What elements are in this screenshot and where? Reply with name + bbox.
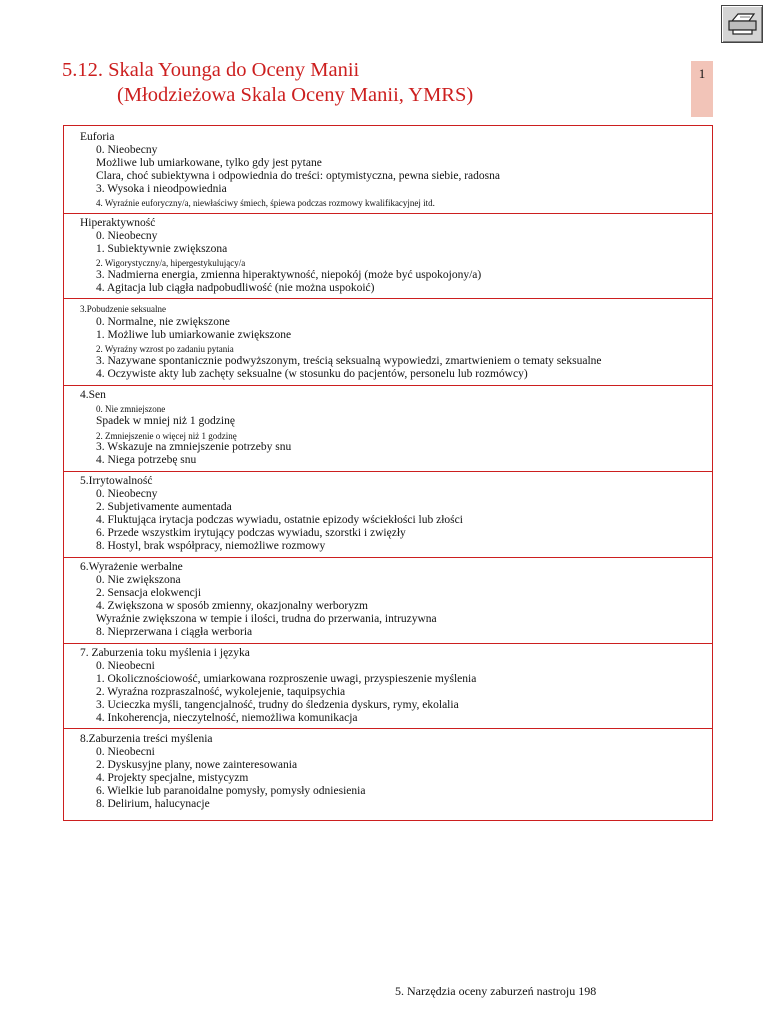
list-item: Spadek w mniej niż 1 godzinę — [96, 415, 235, 427]
list-item: Clara, choć subiektywna i odpowiednia do treści: optymistyczna, pewna siebie, radosna — [96, 170, 500, 182]
list-item: 4. Inkoherencja, nieczytelność, niemożliwa komunikacja — [96, 712, 358, 724]
list-item: 3. Wysoka i nieodpowiednia — [96, 183, 227, 195]
list-item: 1. Okolicznościowość, umiarkowana rozproszenie uwagi, przyspieszenie myślenia — [96, 673, 477, 685]
section-heading: 4.Sen — [80, 389, 106, 401]
scale-table — [63, 125, 713, 821]
section-heading: 6.Wyrażenie werbalne — [80, 561, 183, 573]
list-item: 2. Subjetivamente aumentada — [96, 501, 232, 513]
list-item: 4. Agitacja lub ciągła nadpobudliwość (nie można uspokoić) — [96, 282, 375, 294]
section-heading: 5.Irrytowalność — [80, 475, 153, 487]
list-item: 2. Wyraźna rozpraszalność, wykolejenie, taquipsychia — [96, 686, 346, 698]
list-item: 1. Możliwe lub umiarkowanie zwiększone — [96, 329, 292, 341]
list-item: 0. Normalne, nie zwiększone — [96, 316, 230, 328]
list-item: 0. Nieobecny — [96, 144, 158, 156]
list-item: 6. Przede wszystkim irytujący podczas wywiadu, szorstki i zwięzły — [96, 527, 406, 539]
section-heading: Hiperaktywność — [80, 217, 156, 229]
section-divider — [64, 213, 712, 214]
print-button[interactable] — [721, 5, 763, 43]
list-item: Możliwe lub umiarkowane, tylko gdy jest pytane — [96, 157, 322, 169]
list-item: 0. Nieobecny — [96, 488, 158, 500]
list-item: 1. Subiektywnie zwiększona — [96, 243, 228, 255]
list-item: 4. Fluktująca irytacja podczas wywiadu, ostatnie epizody wściekłości lub złości — [96, 514, 463, 526]
list-item: 2. Wyraźny wzrost po zadaniu pytania — [96, 344, 234, 354]
section-heading: 3.Pobudzenie seksualne — [80, 304, 166, 314]
list-item: 0. Nieobecny — [96, 230, 158, 242]
list-item: 4. Projekty specjalne, mistycyzm — [96, 772, 249, 784]
section-divider — [64, 471, 712, 472]
title-line-2: (Młodzieżowa Skala Oceny Manii, YMRS) — [117, 84, 474, 106]
title-line-1: 5.12. Skala Younga do Oceny Manii — [62, 59, 360, 81]
list-item: 3. Nadmierna energia, zmienna hiperaktywność, niepokój (może być uspokojony/a) — [96, 269, 482, 281]
list-item: 3. Wskazuje na zmniejszenie potrzeby snu — [96, 441, 292, 453]
section-heading: Euforia — [80, 131, 115, 143]
list-item: 2. Zmniejszenie o więcej niż 1 godzinę — [96, 431, 237, 441]
section-heading: 8.Zaburzenia treści myślenia — [80, 733, 213, 745]
page-number-badge: 1 — [691, 61, 713, 117]
list-item: 0. Nieobecni — [96, 660, 155, 672]
list-item: 2. Dyskusyjne plany, nowe zainteresowania — [96, 759, 298, 771]
section-divider — [64, 385, 712, 386]
list-item: 8. Nieprzerwana i ciągła werboria — [96, 626, 253, 638]
section-heading: 7. Zaburzenia toku myślenia i języka — [80, 647, 250, 659]
list-item: 8. Delirium, halucynacje — [96, 798, 210, 810]
list-item: 4. Zwiększona w sposób zmienny, okazjonalny werboryzm — [96, 600, 368, 612]
list-item: 6. Wielkie lub paranoidalne pomysły, pomysły odniesienia — [96, 785, 366, 797]
section-divider — [64, 643, 712, 644]
section-divider — [64, 557, 712, 558]
page-footer: 5. Narzędzia oceny zaburzeń nastroju 198 — [395, 984, 597, 998]
list-item: 0. Nie zwiększona — [96, 574, 181, 586]
list-item: 2. Wigorystyczny/a, hipergestykulujący/a — [96, 258, 246, 268]
list-item: 3. Nazywane spontanicznie podwyższonym, treścią seksualną wypowiedzi, zmartwieniem o tematy seksualne — [96, 355, 602, 367]
list-item: 0. Nieobecni — [96, 746, 155, 758]
list-item: 2. Sensacja elokwencji — [96, 587, 202, 599]
page-title — [62, 58, 473, 108]
list-item: 4. Niega potrzebę snu — [96, 454, 197, 466]
section-divider — [64, 728, 712, 729]
list-item: 4. Oczywiste akty lub zachęty seksualne (w stosunku do pacjentów, personelu lub rozmówcy) — [96, 368, 528, 380]
list-item: 8. Hostyl, brak współpracy, niemożliwe rozmowy — [96, 540, 326, 552]
list-item: Wyraźnie zwiększona w tempie i ilości, trudna do przerwania, intruzywna — [96, 613, 437, 625]
list-item: 3. Ucieczka myśli, tangencjalność, trudny do śledzenia dyskurs, rymy, ekolalia — [96, 699, 459, 711]
section-divider — [64, 298, 712, 299]
list-item: 0. Nie zmniejszone — [96, 404, 166, 414]
list-item: 4. Wyraźnie euforyczny/a, niewłaściwy śmiech, śpiewa podczas rozmowy kwalifikacyjnej itd. — [96, 198, 435, 208]
printer-icon — [726, 11, 760, 37]
